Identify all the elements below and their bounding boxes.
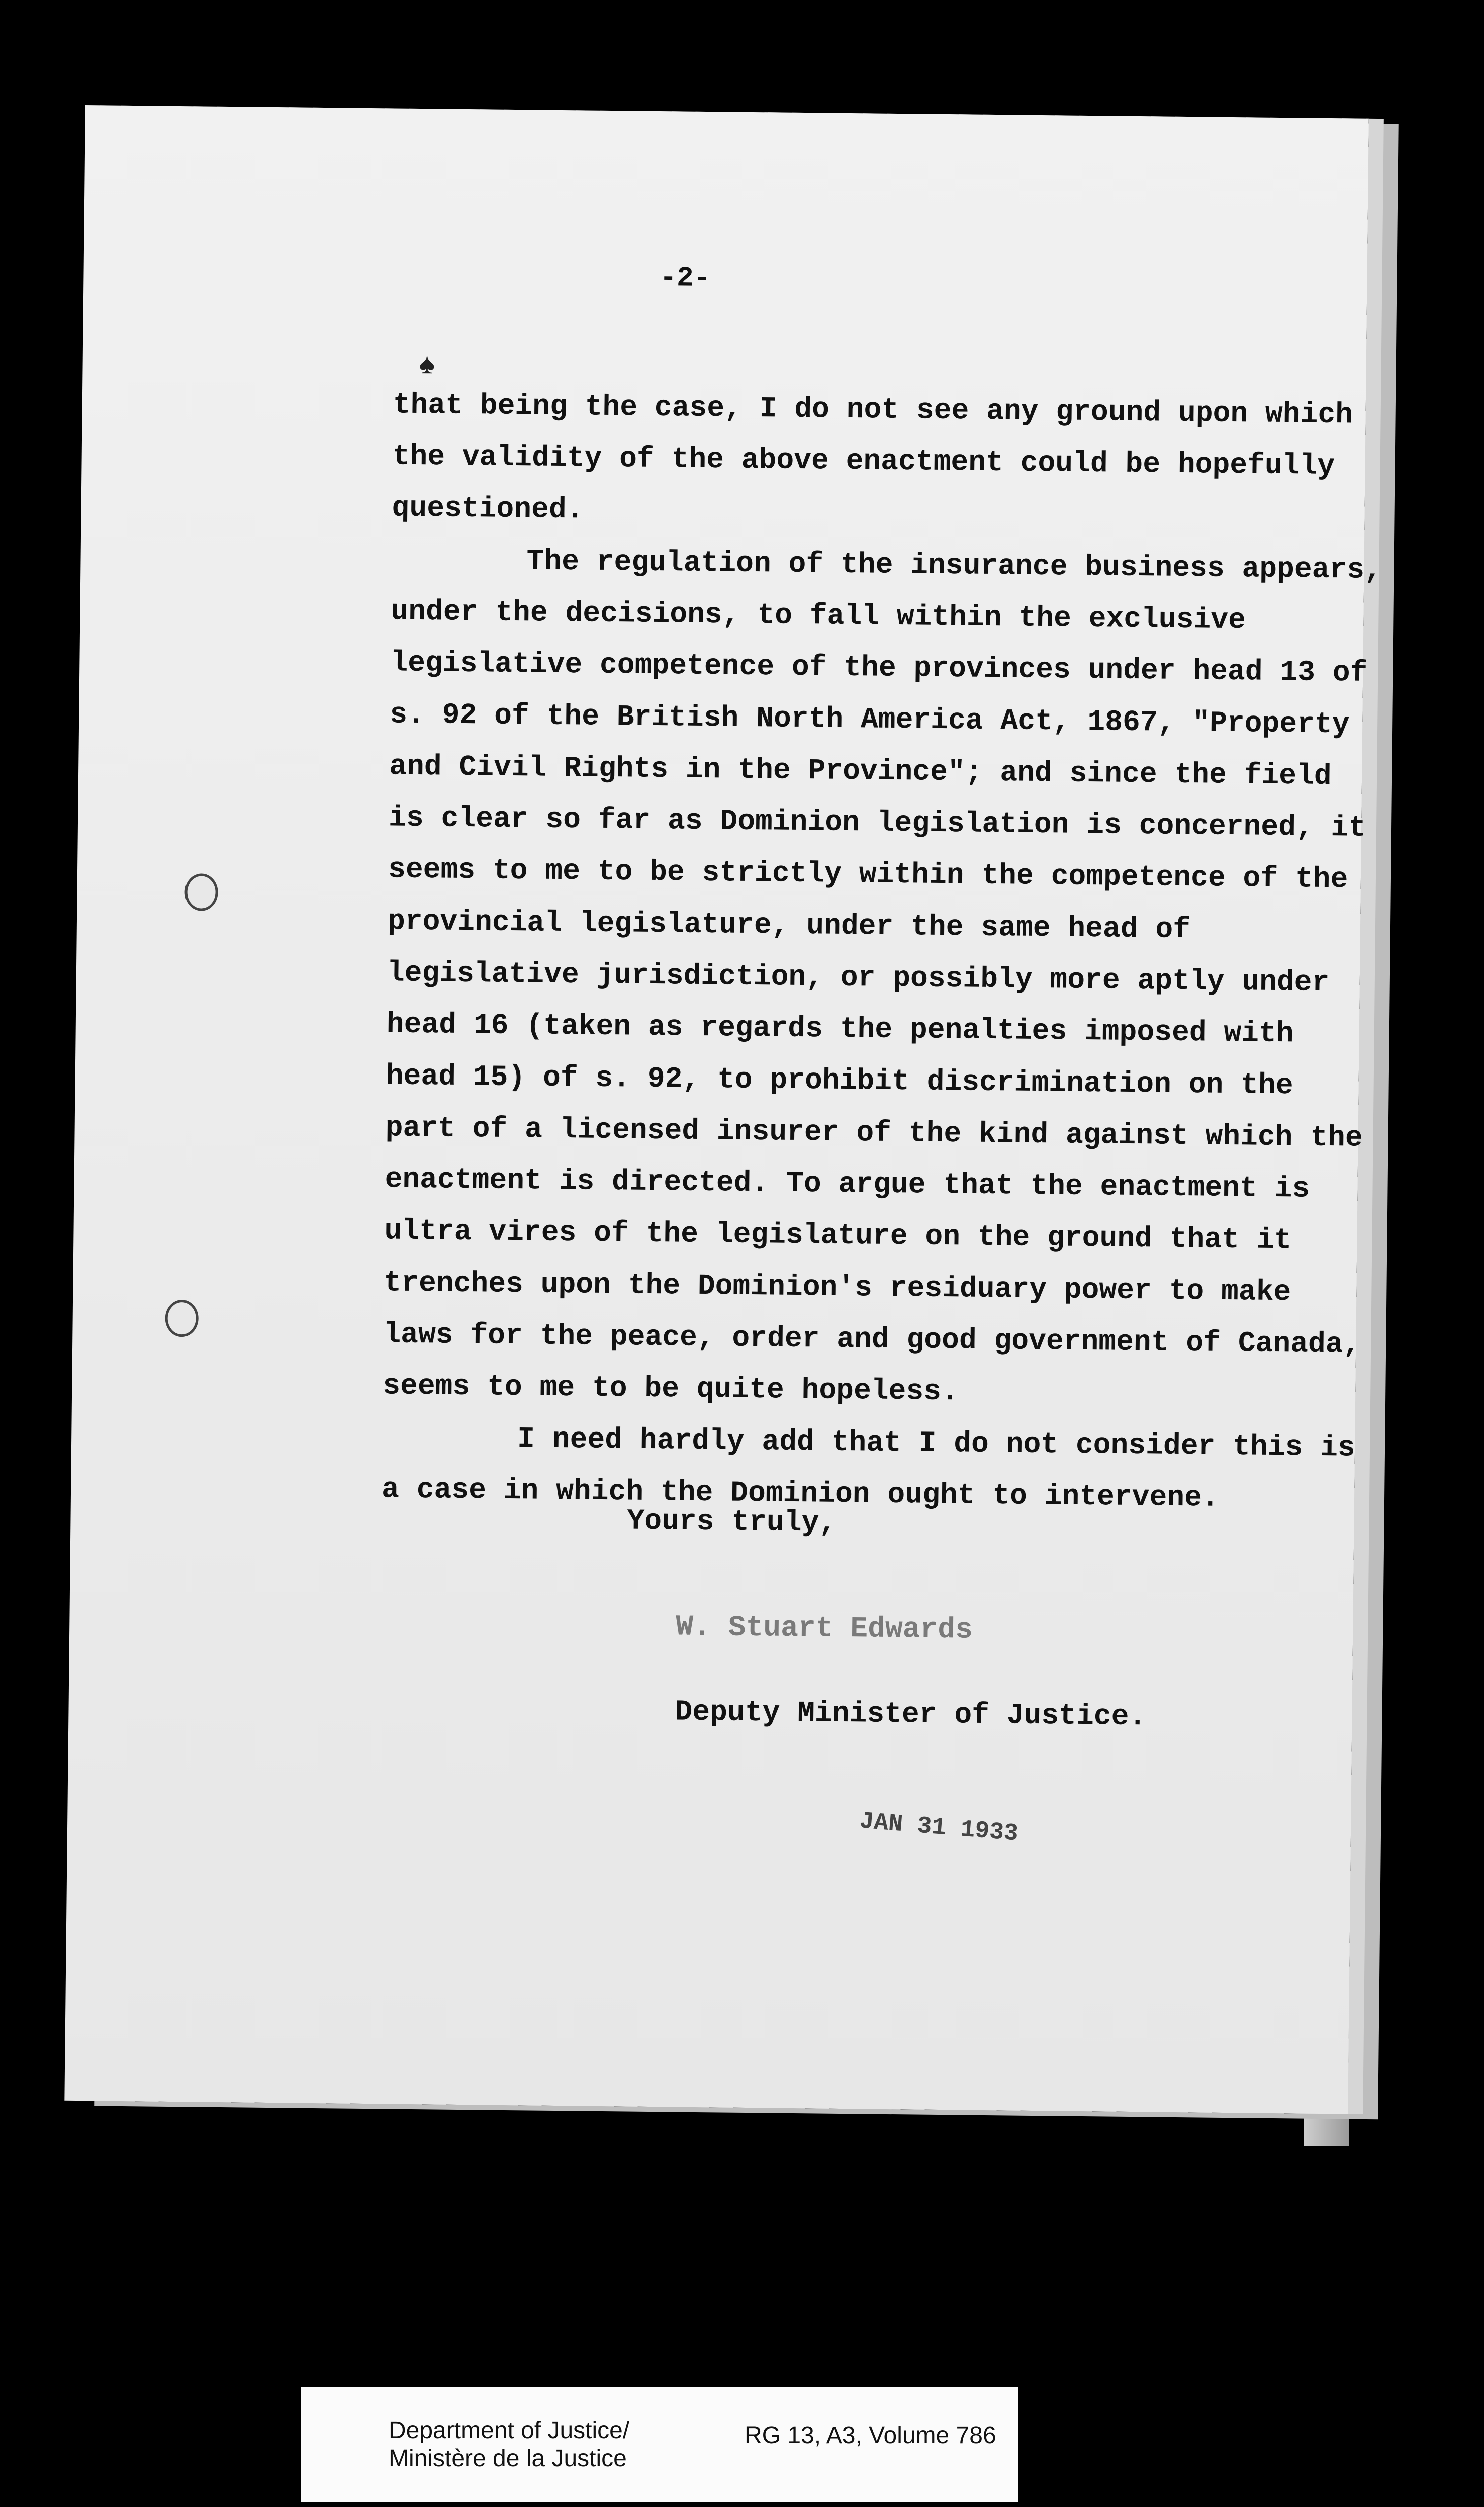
- paragraph-1: that being the case, I do not see any ground upon which the validity of the above enactment could be hopefully questioned.: [392, 389, 1353, 527]
- signer-title: Deputy Minister of Justice.: [675, 1696, 1147, 1734]
- page-number: -2-: [660, 262, 711, 295]
- reference-number: RG 13, A3, Volume 786: [745, 2422, 996, 2449]
- department-line-2: Ministère de la Justice: [389, 2445, 627, 2472]
- date-stamp: JAN 31 1933: [858, 1808, 1019, 1848]
- department-line-1: Department of Justice/: [389, 2417, 630, 2444]
- letter-body: [382, 379, 1386, 1526]
- margin-mark: ♠: [418, 349, 436, 382]
- department-name: [389, 2417, 629, 2473]
- archive-reference-label: [301, 2387, 1018, 2502]
- paragraph-2: The regulation of the insurance business appears, under the decisions, to fall within the exclusive legislative competence of the provinces under head 13 of s. 92 of the British North America Act, 1867, "Property and Civil Rights in the Province"; and since the field is clear so far as Dominion legislation is concerned, it seems to me to be strictly within the competence of the provincial legislature, under the same head of legislative jurisdiction, or possibly more aptly under head 16 (taken as regards the penalties imposed with head 15) of s. 92, to prohibit discrimination on the part of a licensed insurer of the kind against which the enactment is directed. To argue that the enactment is ultra vires of the legislature on the ground that it trenches upon the Dominion's residuary power to make laws for the peace, order and good government of Canada, seems to me to be quite hopeless.: [382, 545, 1382, 1409]
- closing: Yours truly,: [627, 1505, 837, 1540]
- punch-hole-top: [184, 873, 218, 911]
- punch-hole-bottom: [165, 1300, 199, 1337]
- signature: W. Stuart Edwards: [675, 1610, 973, 1647]
- paragraph-3: I need hardly add that I do not consider this is a case in which the Dominion ought to intervene.: [381, 1423, 1356, 1515]
- letter-page: [64, 105, 1382, 2114]
